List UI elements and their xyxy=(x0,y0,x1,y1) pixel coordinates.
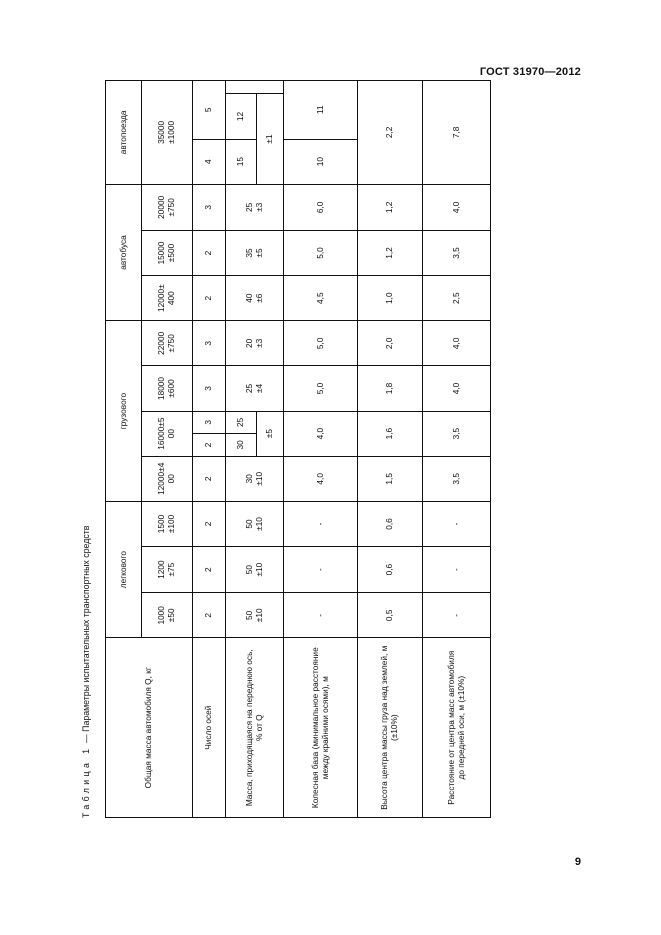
cell-mass-bus-3: 20000 ±750 xyxy=(142,184,193,230)
cell-wheelbase-road-train-a: 10 xyxy=(284,139,358,184)
cell-axles-bus-2: 2 xyxy=(193,230,226,275)
cell-front-truck-2-tolerance: ±5 xyxy=(257,411,284,456)
group-header-road-train: автопоезда xyxy=(106,81,142,185)
cell-front-road-train-tolerance: ±1 xyxy=(257,94,284,184)
cell-axles-truck-2a: 2 xyxy=(193,434,226,457)
cell-mass-truck-4: 22000 ±750 xyxy=(142,321,193,366)
table-caption-number: Таблица 1 xyxy=(81,745,91,818)
cell-front-road-train-a: 15 xyxy=(226,139,257,184)
cell-mass-passenger-2: 1200 ±75 xyxy=(142,547,193,593)
cell-height-truck-3: 1,8 xyxy=(358,366,423,411)
cell-mass-truck-3: 18000 ±600 xyxy=(142,366,193,411)
cell-height-passenger-2: 0,6 xyxy=(358,547,423,593)
test-vehicles-parameters-table xyxy=(105,80,491,818)
row-label-axles: Число осей xyxy=(193,638,226,818)
table-caption-text: — Параметры испытательных транспортных средств xyxy=(81,525,91,746)
cell-front-truck-1: 30 ±10 xyxy=(226,456,284,501)
group-header-bus: автобуса xyxy=(106,184,142,320)
row-label-total-mass: Общая масса автомобиля Q, кг xyxy=(106,638,193,818)
cell-front-bus-3: 25 ±3 xyxy=(226,184,284,230)
table-row-group-headers xyxy=(106,81,142,818)
cell-mass-bus-1: 12000± 400 xyxy=(142,276,193,321)
cell-height-truck-1: 1,5 xyxy=(358,456,423,501)
cell-distance-truck-3: 4,0 xyxy=(423,366,491,411)
cell-mass-road-train: 35000 ±1000 xyxy=(142,81,193,185)
cell-height-bus-1: 1,0 xyxy=(358,276,423,321)
cell-distance-bus-3: 4,0 xyxy=(423,184,491,230)
group-header-truck: грузового xyxy=(106,321,142,502)
cell-axles-passenger-3: 2 xyxy=(193,501,226,546)
row-label-wheelbase: Колесная база (минимальное расстояние между крайними осями), м xyxy=(284,638,358,818)
table-row-front-axle-mass xyxy=(226,81,257,818)
row-label-center-distance: Расстояние от центра масс автомобиля до передней оси, м (±10%) xyxy=(423,638,491,818)
cell-height-passenger-1: 0,5 xyxy=(358,593,423,638)
cell-distance-passenger-2: - xyxy=(423,547,491,593)
cell-wheelbase-passenger-3: - xyxy=(284,501,358,546)
cell-distance-bus-2: 3,5 xyxy=(423,230,491,275)
cell-wheelbase-passenger-1: - xyxy=(284,593,358,638)
cell-distance-truck-2: 3,5 xyxy=(423,411,491,456)
cell-wheelbase-truck-1: 4,0 xyxy=(284,456,358,501)
cell-front-truck-2b: 25 xyxy=(226,411,257,434)
cell-wheelbase-passenger-2: - xyxy=(284,547,358,593)
cell-distance-bus-1: 2,5 xyxy=(423,276,491,321)
cell-mass-passenger-3: 1500 ±100 xyxy=(142,501,193,546)
row-label-front-axle-mass: Масса, приходящаяся на переднюю ось, % от Q xyxy=(226,638,284,818)
cell-front-passenger-2: 50 ±10 xyxy=(226,547,284,593)
document-standard-number: ГОСТ 31970—2012 xyxy=(479,66,581,78)
cell-axles-truck-4: 3 xyxy=(193,321,226,366)
cell-wheelbase-road-train-b: 11 xyxy=(284,81,358,140)
group-header-passenger: легкового xyxy=(106,501,142,638)
table-caption xyxy=(79,526,93,818)
cell-front-passenger-1: 50 ±10 xyxy=(226,593,284,638)
cell-distance-truck-1: 3,5 xyxy=(423,456,491,501)
cell-wheelbase-bus-1: 4,5 xyxy=(284,276,358,321)
cell-mass-bus-2: 15000 ±500 xyxy=(142,230,193,275)
cell-wheelbase-bus-3: 6,0 xyxy=(284,184,358,230)
cell-wheelbase-truck-4: 5,0 xyxy=(284,321,358,366)
cell-wheelbase-truck-2: 4,0 xyxy=(284,411,358,456)
cell-front-bus-1: 40 ±6 xyxy=(226,276,284,321)
cell-distance-passenger-3: - xyxy=(423,501,491,546)
cell-axles-bus-3: 3 xyxy=(193,184,226,230)
table-row-wheelbase xyxy=(284,81,358,818)
cell-front-truck-4: 20 ±3 xyxy=(226,321,284,366)
cell-distance-road-train: 7,8 xyxy=(423,81,491,185)
cell-height-road-train: 2,2 xyxy=(358,81,423,185)
cell-axles-passenger-1: 2 xyxy=(193,593,226,638)
table-row-axles xyxy=(193,81,226,818)
page-number: 9 xyxy=(574,856,581,868)
cell-front-truck-2a: 30 xyxy=(226,434,257,457)
cell-wheelbase-truck-3: 5,0 xyxy=(284,366,358,411)
cell-axles-road-train-a: 4 xyxy=(193,139,226,184)
cell-front-passenger-3: 50 ±10 xyxy=(226,501,284,546)
cell-height-bus-2: 1,2 xyxy=(358,230,423,275)
cell-axles-passenger-2: 2 xyxy=(193,547,226,593)
cell-front-bus-2: 35 ±5 xyxy=(226,230,284,275)
table-row-cargo-height xyxy=(358,81,423,818)
cell-height-passenger-3: 0,6 xyxy=(358,501,423,546)
cell-height-truck-2: 1,6 xyxy=(358,411,423,456)
cell-wheelbase-bus-2: 5,0 xyxy=(284,230,358,275)
row-label-cargo-height: Высота центра массы груза над землей, м (±10%) xyxy=(358,638,423,818)
table-row-center-distance xyxy=(423,81,491,818)
cell-axles-truck-1: 2 xyxy=(193,456,226,501)
cell-front-truck-3: 25 ±4 xyxy=(226,366,284,411)
cell-axles-road-train-b: 5 xyxy=(193,81,226,140)
cell-distance-truck-4: 4,0 xyxy=(423,321,491,366)
cell-front-road-train-b: 12 xyxy=(226,94,257,139)
cell-distance-passenger-1: - xyxy=(423,593,491,638)
cell-height-bus-3: 1,2 xyxy=(358,184,423,230)
rotated-table-block xyxy=(79,80,466,818)
cell-height-truck-4: 2,0 xyxy=(358,321,423,366)
cell-axles-truck-2b: 3 xyxy=(193,411,226,434)
cell-front-road-train-edge xyxy=(226,81,284,94)
cell-mass-passenger-1: 1000 ±50 xyxy=(142,593,193,638)
cell-axles-bus-1: 2 xyxy=(193,276,226,321)
cell-mass-truck-2: 16000±5 00 xyxy=(142,411,193,456)
cell-mass-truck-1: 12000±4 00 xyxy=(142,456,193,501)
cell-axles-truck-3: 3 xyxy=(193,366,226,411)
